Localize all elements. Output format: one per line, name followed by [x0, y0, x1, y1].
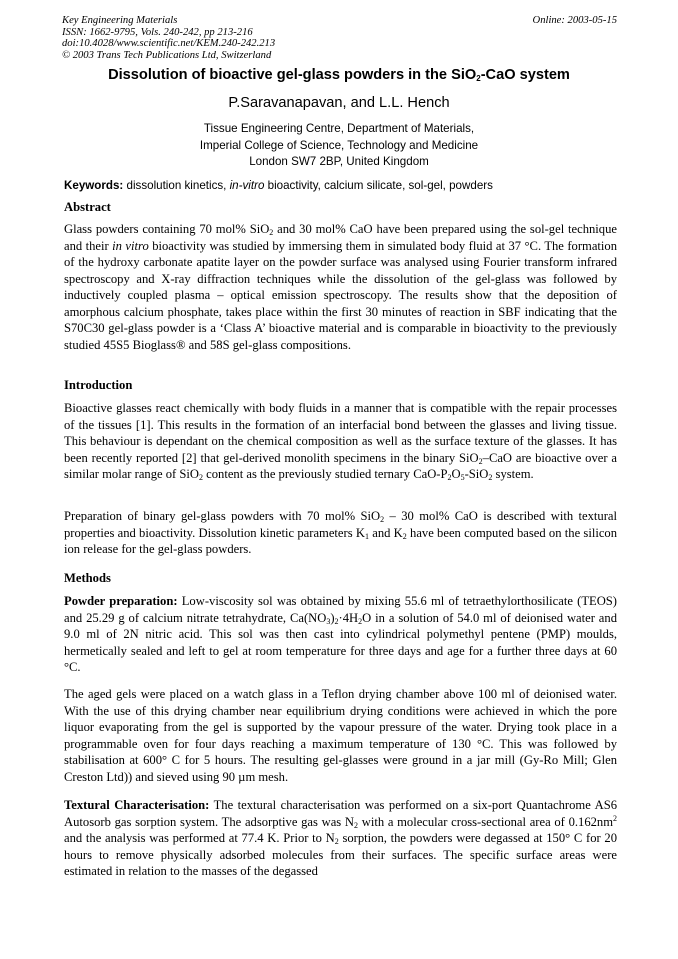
online-date: Online: 2003-05-15: [532, 15, 617, 26]
affiliation-line: Imperial College of Science, Technology and Medicine: [199, 138, 479, 152]
title-subscript: 2: [476, 74, 481, 83]
paper-title: [40, 66, 638, 84]
keywords-text: dissolution kinetics,: [123, 179, 230, 192]
keywords: [64, 178, 619, 194]
abstract-paragraph: Glass powders containing 70 mol% SiO$_2$ and 30 mol% CaO have been prepared using the sol-gel technique and their in vitro bioactivity was studied by immersing them in simulated body fluid at 37 °C. The formation of the hydroxy carbonate apatite layer on the powder surface was analysed using Fourier transform infrared spectroscopy and X-ray diffraction techniques while the dissolution of the gel-glass was followed by inductively coupled plasma – optical emission spectroscopy. The results show that the deposition of amorphous calcium phosphate, takes place within the first 30 minutes of reaction in SBF indicating that the S70C30 gel-glass powder is a ‘Class A’ bioactive material and is comparable in bioactivity to the previously studied 45S5 Bioglass® and 58S gel-glass compositions.: [64, 222, 618, 352]
copyright-line: © 2003 Trans Tech Publications Ltd, Switzerland: [62, 49, 272, 61]
affiliation-line: Tissue Engineering Centre, Department of Materials,: [203, 122, 475, 135]
keywords-text-end: bioactivity, calcium silicate, sol-gel, powders: [264, 179, 493, 192]
introduction-heading: Introduction: [64, 378, 133, 392]
doi-line: doi:10.4028/www.scientific.net/KEM.240-242.213: [62, 38, 276, 50]
affiliation: [40, 121, 638, 171]
methods-heading: Methods: [64, 571, 111, 585]
introduction-paragraph-2: Preparation of binary gel-glass powders with 70 mol% SiO$_2$ – 30 mol% CaO is described with textural properties and bioactivity. Dissolution kinetic parameters $K_1$ and $K_2$ have been computed based on the silicon ion release for the gel-glass powders.: [64, 509, 618, 557]
affiliation-line: London SW7 2BP, United Kingdom: [249, 155, 429, 168]
keywords-label: Keywords:: [64, 179, 124, 192]
title-text-end: -CaO system: [480, 67, 570, 83]
title-text: Dissolution of bioactive gel-glass powders in the SiO: [108, 67, 477, 83]
abstract-heading: Abstract: [64, 200, 111, 214]
textural-characterisation-paragraph: Textural Characterisation: The textural characterisation was performed on a six-port Quantachrome AS6 Autosorb gas sorption system. The adsorptive gas was $N_2$ with a molecular cross-sectional area of $0.162nm^2$ and the analysis was performed at 77.4 K. Prior to $N_2$ sorption, the powders were degassed at 150° C for 20 hours to remove physically adsorbed molecules from their surfaces. The specific surface areas were estimated in relation to the masses of the degassed: [64, 798, 618, 879]
aged-gels-paragraph: The aged gels were placed on a watch glass in a Teflon drying chamber above 100 ml of deionised water. With the use of this drying chamber near equilibrium drying conditions were achieved in which the pore liquor evaporating from the gel is supported by the vapour pressure of the water. Drying took place in a programmable oven for four days reaching a maximum temperature of 130 °C. This was followed by stabilisation at 600° C for 5 hours. The resulting gel-glasses were ground in a jar mill (Gy-Ro Mill; Glen Creston Ltd)) and sieved using 90 µm mesh.: [64, 687, 617, 784]
issn-line: ISSN: 1662-9795, Vols. 240-242, pp 213-216: [62, 26, 253, 38]
authors: P.Saravanapavan, and L.L. Hench: [228, 95, 450, 111]
journal-name: Key Engineering Materials: [62, 15, 178, 26]
powder-preparation-paragraph: Powder preparation: Low-viscosity sol was obtained by mixing 55.6 ml of tetraethylorthosilicate (TEOS) and 25.29 g of calcium nitrate tetrahydrate, $Ca(NO_3)_2\cdot 4H_2O$ in a solution of 54.0 ml of deionised water and 9.0 ml of 2N nitric acid. This sol was then cast into cylindrical polymethyl pentene (PMP) moulds, hermetically sealed and left to gel at room temperature for three days and age for a further three days at 60 °C.: [64, 594, 617, 675]
journal-header: [62, 15, 617, 61]
keywords-italic: in-vitro: [229, 179, 265, 192]
introduction-paragraph-1: Bioactive glasses react chemically with body fluids in a manner that is compatible with the repair processes of the tissues [1]. This results in the formation of an interfacial bond between the glasses and living tissue. This behaviour is dependant on the chemical composition as well as the surface texture of the glasses. It has been recently reported [2] that gel-derived monolith specimens in the binary SiO$_2$–CaO are bioactive over a similar molar range of SiO$_2$ content as the previously studied ternary CaO-$P_2O_5-SiO_2$ system.: [64, 401, 617, 483]
